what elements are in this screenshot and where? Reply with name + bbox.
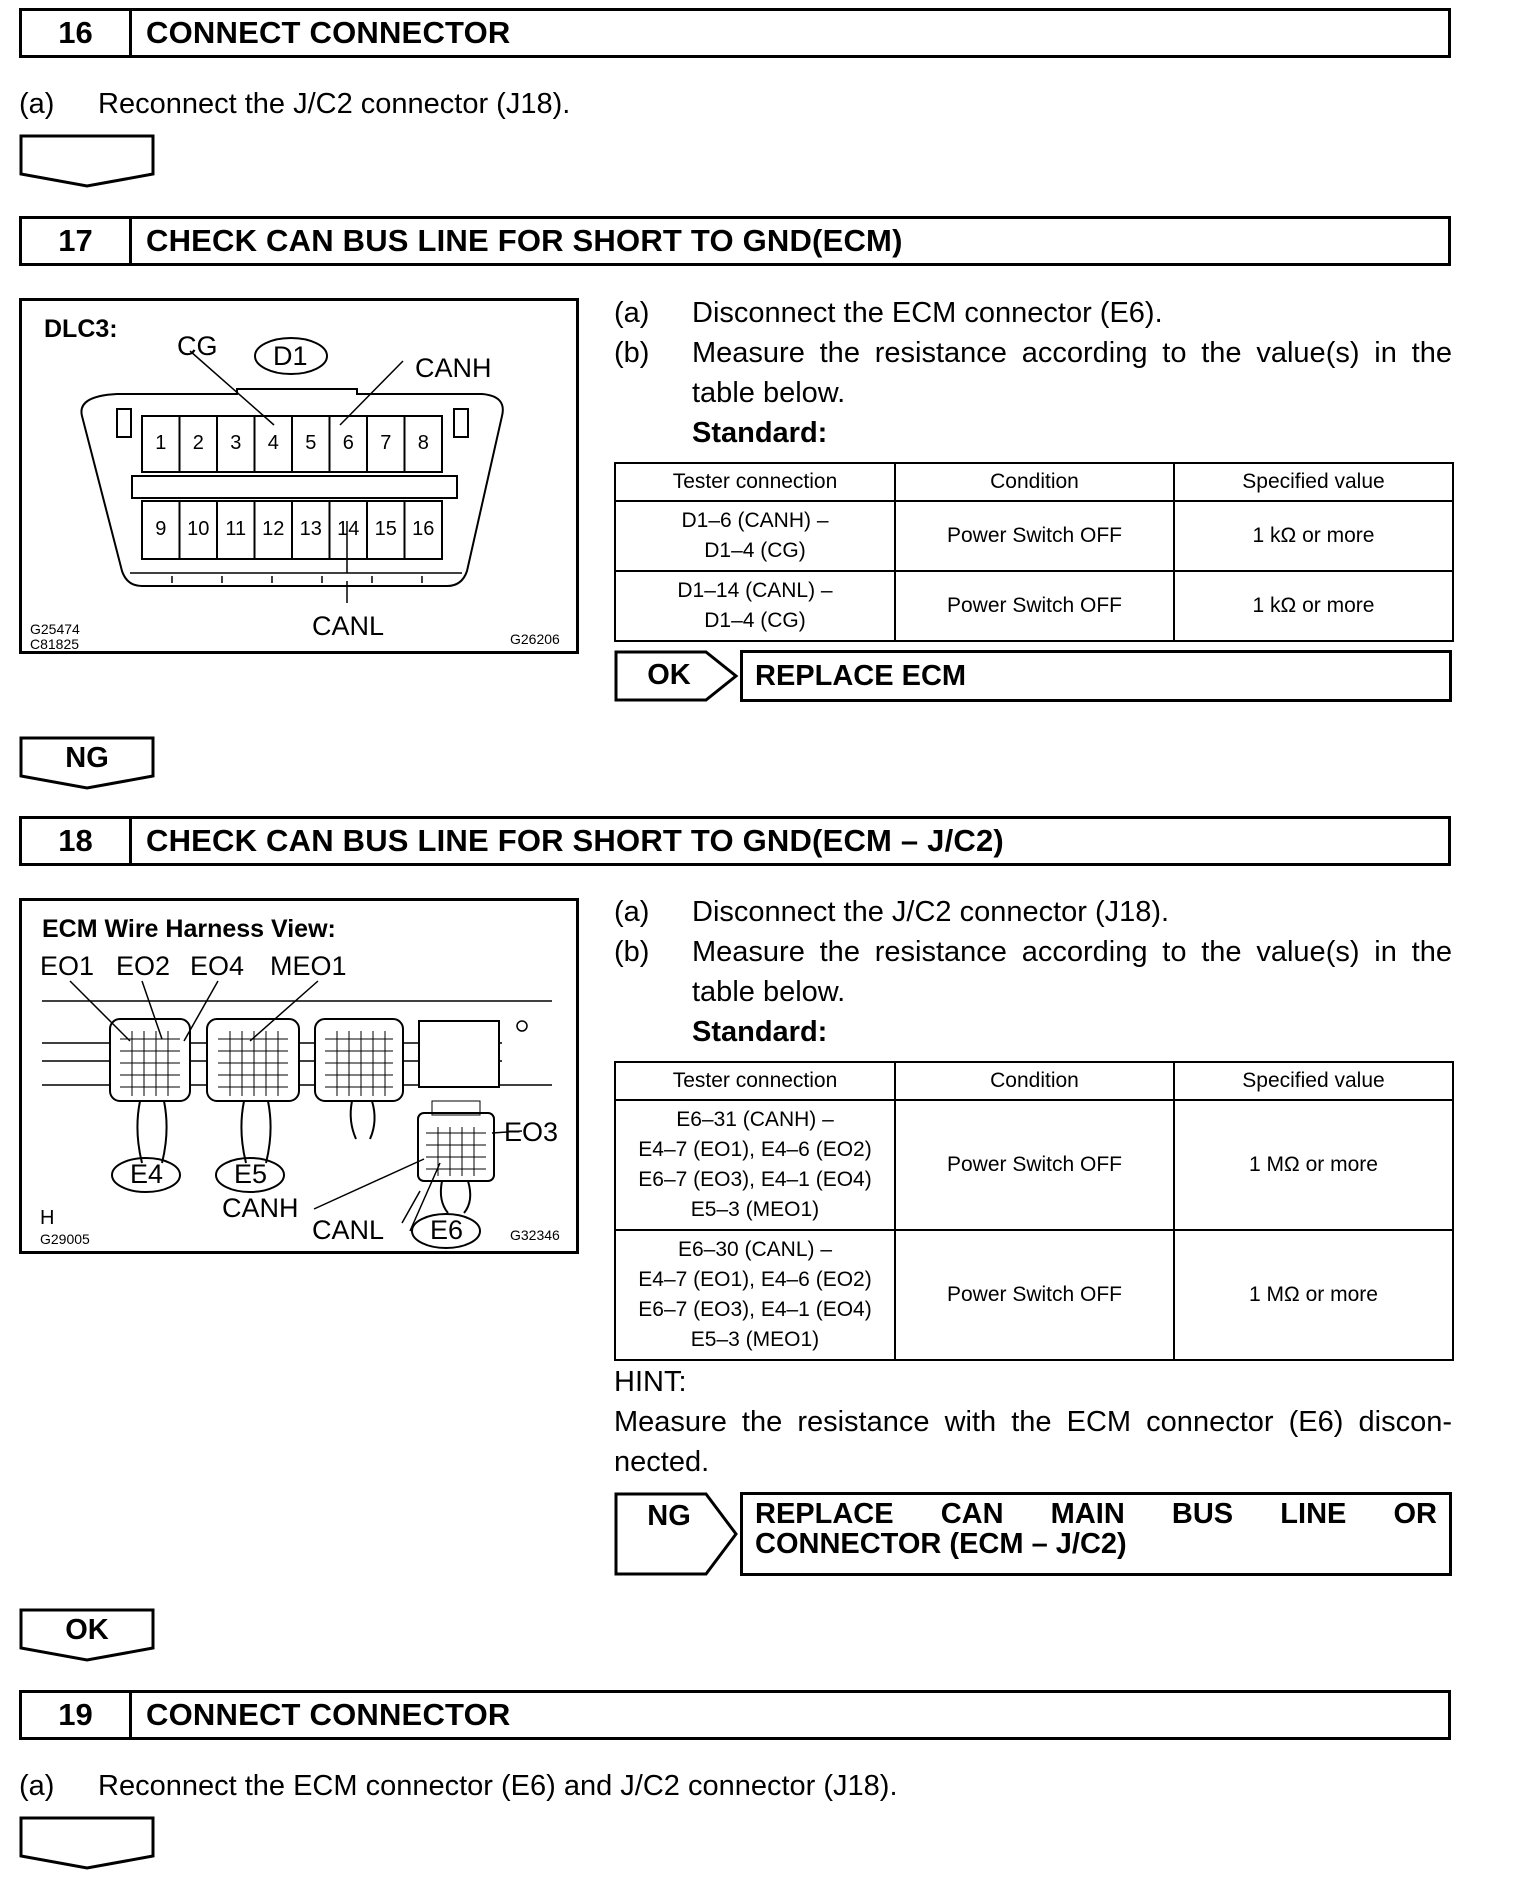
spec-table bbox=[614, 462, 1454, 642]
pin-number: 10 bbox=[187, 518, 210, 540]
h-label: H bbox=[40, 1207, 55, 1229]
pin-number: 16 bbox=[412, 518, 435, 540]
e5-label: E5 bbox=[234, 1159, 268, 1189]
result-ok-box bbox=[614, 650, 1452, 702]
eo1-label: EO1 bbox=[40, 951, 95, 981]
canh-label: CANH bbox=[415, 353, 492, 383]
result-text-line: CONNECTOR (ECM – J/C2) bbox=[755, 1528, 1127, 1560]
step-17-item-b-label: (b) bbox=[614, 337, 650, 369]
e6-label: E6 bbox=[430, 1215, 464, 1245]
figure-code: C81825 bbox=[30, 636, 80, 652]
tester-connection-cell bbox=[615, 1100, 895, 1230]
pin-number: 8 bbox=[417, 432, 429, 454]
cell-line: D1–4 (CG) bbox=[704, 539, 806, 562]
result-text-line: REPLACE CAN MAIN BUS LINE OR bbox=[755, 1498, 1437, 1530]
result-text: REPLACE ECM bbox=[740, 650, 1452, 702]
table-row bbox=[615, 1100, 1453, 1230]
canh-label: CANH bbox=[222, 1193, 299, 1223]
condition-cell: Power Switch OFF bbox=[895, 571, 1174, 641]
step-title: CONNECT CONNECTOR bbox=[146, 1697, 511, 1732]
result-tag-label: OK bbox=[647, 659, 691, 691]
e4-label: E4 bbox=[130, 1159, 164, 1189]
cell-line: D1–6 (CANH) – bbox=[681, 509, 829, 532]
tester-connection-cell bbox=[615, 571, 895, 641]
figure-code: G29005 bbox=[40, 1231, 90, 1247]
value-cell: 1 kΩ or more bbox=[1174, 501, 1453, 571]
step-17-item-a-label: (a) bbox=[614, 297, 650, 329]
cg-label: CG bbox=[177, 331, 218, 361]
table-row bbox=[615, 571, 1453, 641]
column-header: Tester connection bbox=[615, 463, 895, 501]
step-17-item-a-text: Disconnect the ECM connector (E6). bbox=[692, 297, 1163, 329]
step-title: CONNECT CONNECTOR bbox=[146, 15, 511, 50]
step-18-item-a-label: (a) bbox=[614, 896, 650, 928]
eo2-label: EO2 bbox=[116, 951, 171, 981]
step-16-item-a-text: Reconnect the J/C2 connector (J18). bbox=[98, 88, 571, 120]
column-header: Condition bbox=[895, 463, 1174, 501]
column-header: Condition bbox=[895, 1062, 1174, 1100]
condition-cell: Power Switch OFF bbox=[895, 501, 1174, 571]
arrow-label: NG bbox=[65, 742, 109, 774]
cell-line: E4–7 (EO1), E4–6 (EO2) bbox=[638, 1138, 872, 1161]
pin-number: 14 bbox=[337, 518, 360, 540]
result-text bbox=[740, 1492, 1452, 1576]
standard-label: Standard: bbox=[692, 417, 828, 449]
pin-number: 7 bbox=[380, 432, 392, 454]
eo3-label: EO3 bbox=[504, 1117, 559, 1147]
step-title: CHECK CAN BUS LINE FOR SHORT TO GND(ECM) bbox=[146, 223, 903, 258]
step-19-item-a-label: (a) bbox=[19, 1770, 55, 1802]
step-18-item-b-text: Measure the resistance according to the value(s) in the bbox=[692, 936, 1452, 968]
step-18-item-b-label: (b) bbox=[614, 936, 650, 968]
figure-title: ECM Wire Harness View: bbox=[42, 915, 336, 943]
step-16-item-a-label: (a) bbox=[19, 88, 55, 120]
spec-table bbox=[614, 1061, 1454, 1361]
cell-line: E5–3 (MEO1) bbox=[690, 1328, 820, 1351]
figure-title: DLC3: bbox=[44, 315, 118, 343]
condition-cell: Power Switch OFF bbox=[895, 1100, 1174, 1230]
cell-line: E4–7 (EO1), E4–6 (EO2) bbox=[638, 1268, 872, 1291]
meo1-label: MEO1 bbox=[270, 951, 347, 981]
ng-arrow bbox=[19, 736, 155, 798]
canl-label: CANL bbox=[312, 611, 385, 641]
continue-arrow bbox=[19, 1816, 155, 1878]
arrow-label: OK bbox=[65, 1614, 109, 1646]
step-17-item-b-text: Measure the resistance according to the value(s) in the bbox=[692, 337, 1452, 369]
cell-line: E6–7 (EO3), E4–1 (EO4) bbox=[638, 1298, 872, 1321]
pin-number: 1 bbox=[155, 432, 167, 454]
value-cell: 1 MΩ or more bbox=[1174, 1230, 1453, 1360]
pin-number: 13 bbox=[299, 518, 322, 540]
tester-connection-cell bbox=[615, 1230, 895, 1360]
step-17-header bbox=[19, 216, 1451, 266]
cell-line: E5–3 (MEO1) bbox=[690, 1198, 820, 1221]
standard-label: Standard: bbox=[692, 1016, 828, 1048]
ok-arrow bbox=[19, 1608, 155, 1670]
ecm-harness-figure bbox=[19, 898, 579, 1254]
figure-code: G26206 bbox=[510, 631, 560, 647]
pin-number: 11 bbox=[225, 518, 247, 540]
eo4-label: EO4 bbox=[190, 951, 245, 981]
pin-number: 9 bbox=[155, 518, 167, 540]
result-tag bbox=[614, 650, 740, 702]
step-18-header bbox=[19, 816, 1451, 866]
figure-code: G32346 bbox=[510, 1227, 560, 1243]
pin-number: 2 bbox=[192, 432, 204, 454]
column-header: Specified value bbox=[1174, 1062, 1453, 1100]
table-row bbox=[615, 501, 1453, 571]
step-number: 19 bbox=[22, 1693, 132, 1737]
cell-line: D1–14 (CANL) – bbox=[677, 579, 833, 602]
result-tag bbox=[614, 1492, 740, 1576]
pin-number: 6 bbox=[342, 432, 354, 454]
step-number: 18 bbox=[22, 819, 132, 863]
hint-text: Measure the resistance with the ECM connector (E6) discon- bbox=[614, 1406, 1452, 1438]
pin-number: 12 bbox=[262, 518, 285, 540]
result-ng-box bbox=[614, 1492, 1452, 1576]
step-number: 16 bbox=[22, 11, 132, 55]
d1-label: D1 bbox=[273, 341, 308, 371]
value-cell: 1 kΩ or more bbox=[1174, 571, 1453, 641]
cell-line: E6–7 (EO3), E4–1 (EO4) bbox=[638, 1168, 872, 1191]
step-18-item-b-text-2: table below. bbox=[692, 976, 846, 1008]
figure-code: G25474 bbox=[30, 621, 80, 637]
step-number: 17 bbox=[22, 219, 132, 263]
step-16-header bbox=[19, 8, 1451, 58]
step-18-item-a-text: Disconnect the J/C2 connector (J18). bbox=[692, 896, 1170, 928]
result-tag-label: NG bbox=[647, 1500, 691, 1532]
column-header: Tester connection bbox=[615, 1062, 895, 1100]
step-title: CHECK CAN BUS LINE FOR SHORT TO GND(ECM – J/C2) bbox=[146, 823, 1004, 858]
pin-number: 5 bbox=[305, 432, 317, 454]
pin-number: 3 bbox=[230, 432, 242, 454]
column-header: Specified value bbox=[1174, 463, 1453, 501]
step-17-item-b-text-2: table below. bbox=[692, 377, 846, 409]
hint-text-2: nected. bbox=[614, 1446, 710, 1478]
cell-line: E6–30 (CANL) – bbox=[677, 1238, 833, 1261]
hint-label: HINT: bbox=[614, 1366, 687, 1398]
step-19-item-a-text: Reconnect the ECM connector (E6) and J/C2 connector (J18). bbox=[98, 1770, 898, 1802]
condition-cell: Power Switch OFF bbox=[895, 1230, 1174, 1360]
continue-arrow bbox=[19, 134, 155, 196]
pin-number: 4 bbox=[267, 432, 279, 454]
table-row bbox=[615, 1230, 1453, 1360]
dlc3-figure bbox=[19, 298, 579, 654]
pin-number: 15 bbox=[374, 518, 397, 540]
canl-label: CANL bbox=[312, 1215, 385, 1245]
value-cell: 1 MΩ or more bbox=[1174, 1100, 1453, 1230]
tester-connection-cell bbox=[615, 501, 895, 571]
cell-line: D1–4 (CG) bbox=[704, 609, 806, 632]
cell-line: E6–31 (CANH) – bbox=[676, 1108, 834, 1131]
step-19-header bbox=[19, 1690, 1451, 1740]
